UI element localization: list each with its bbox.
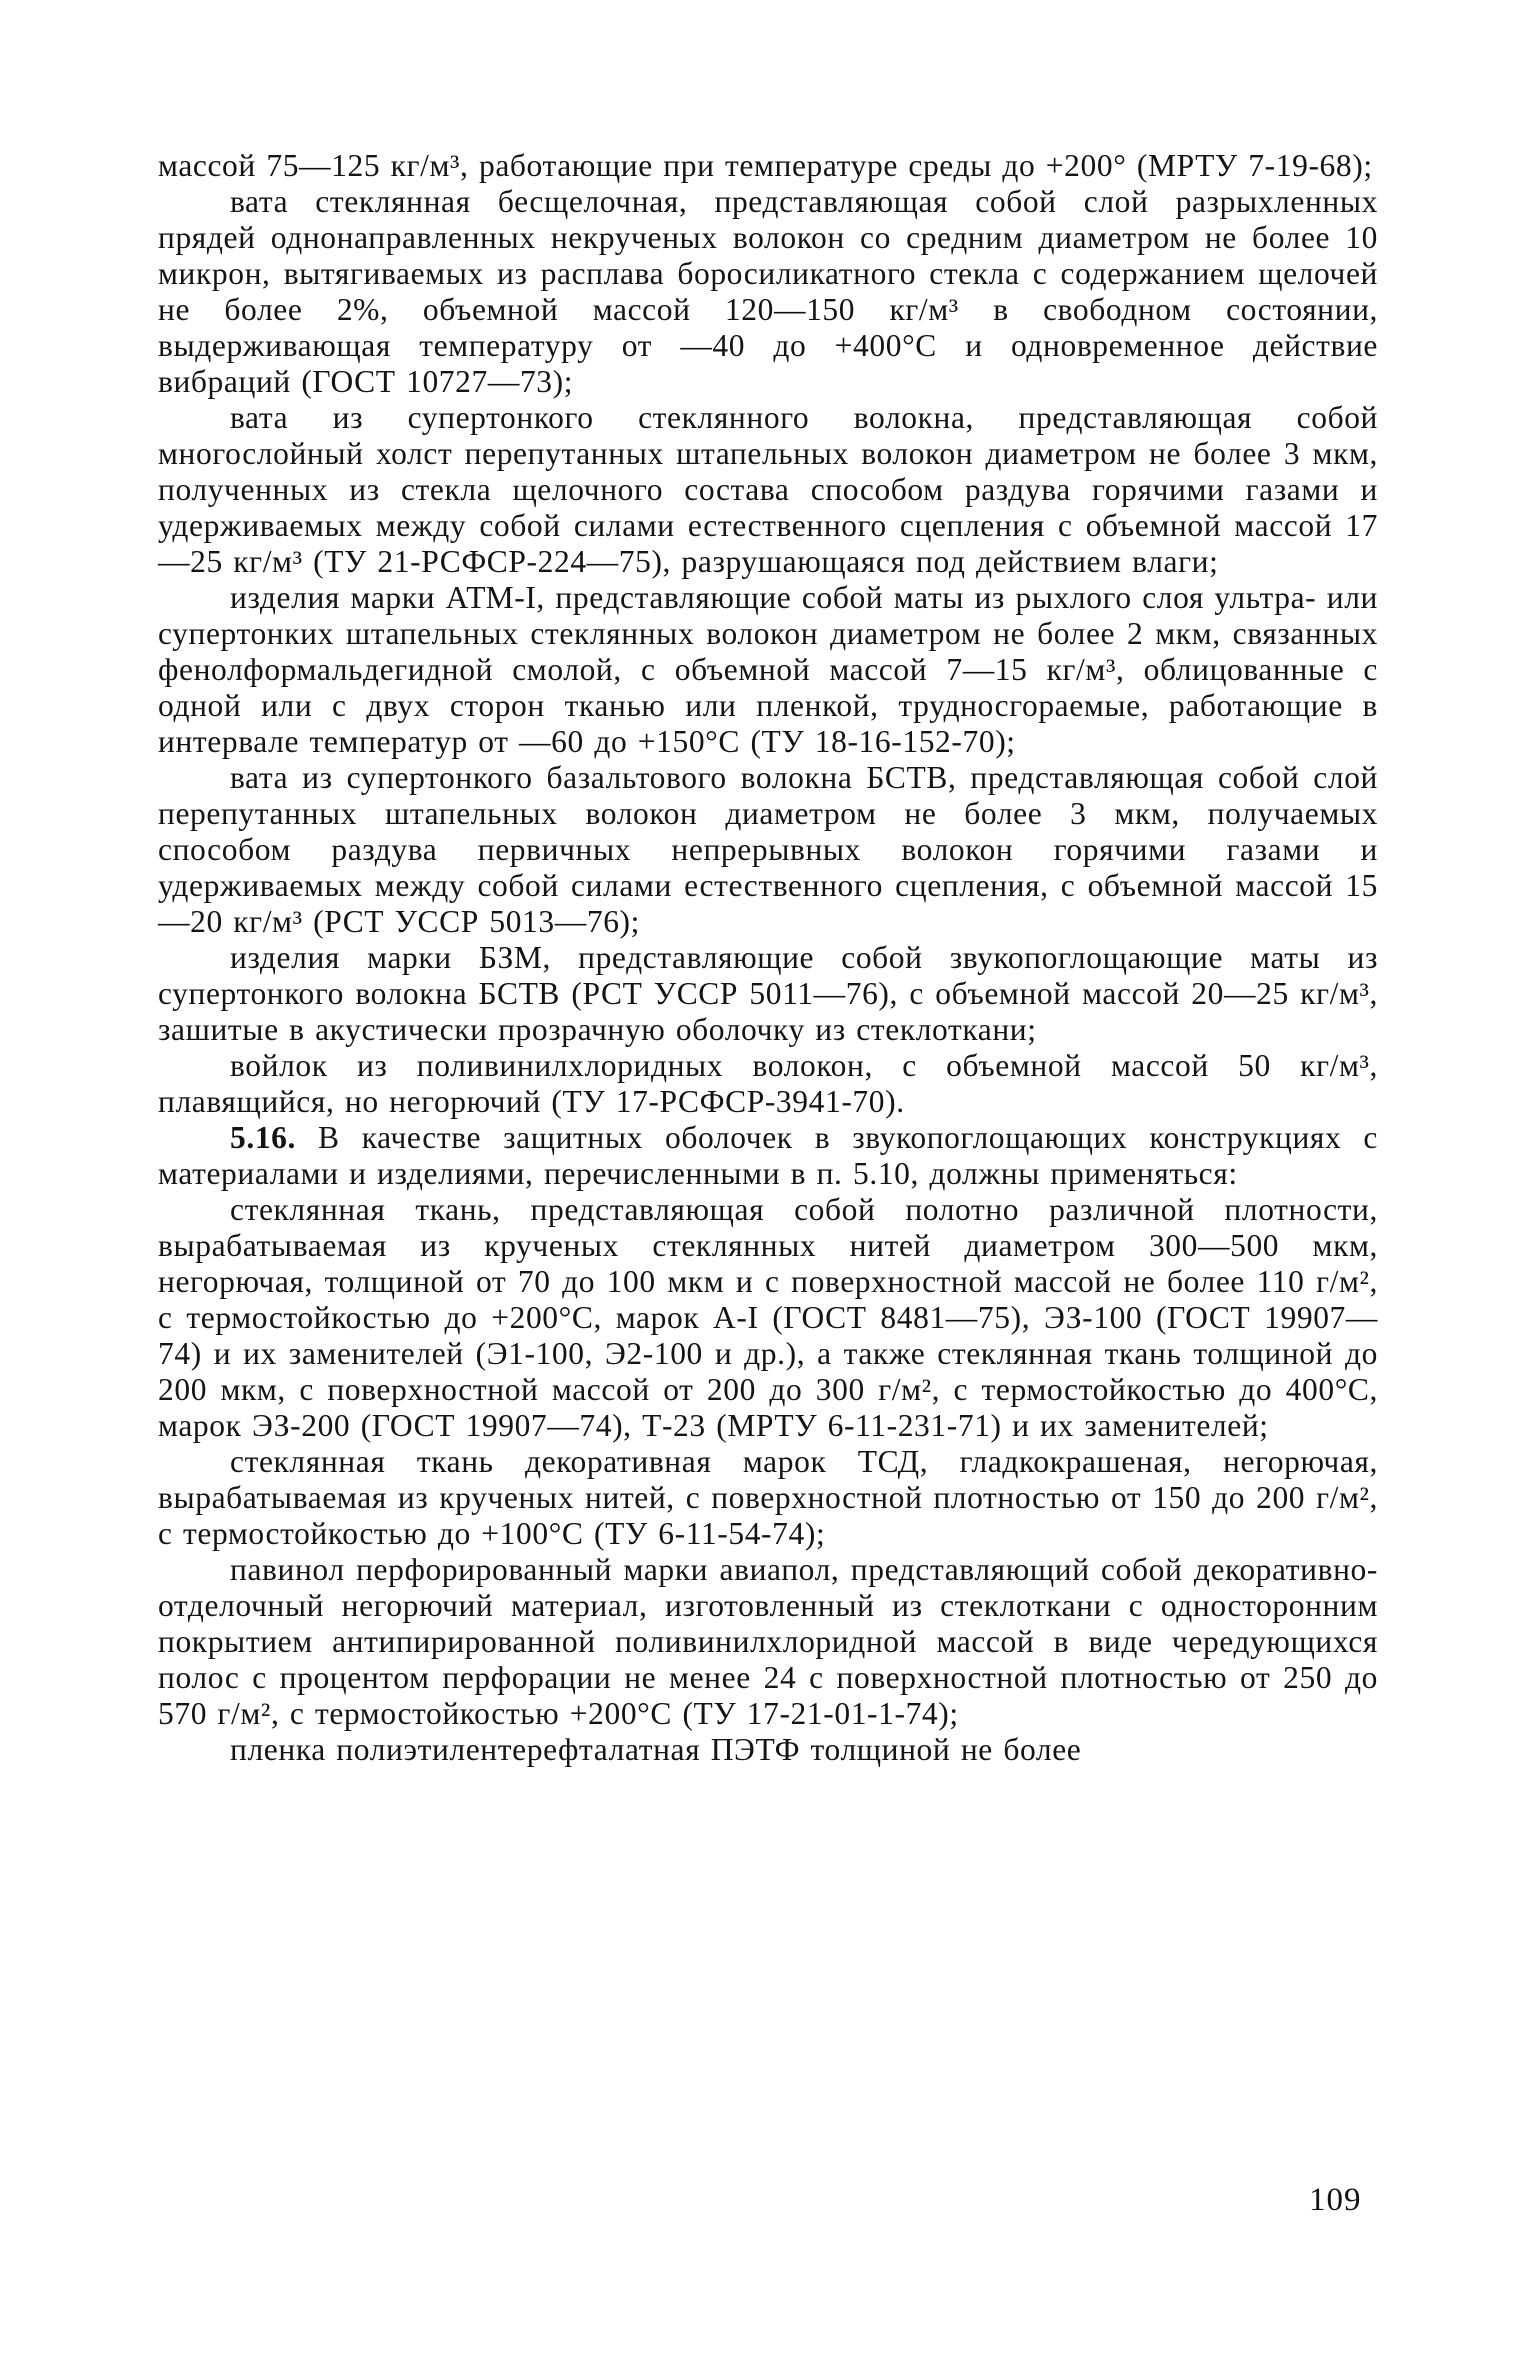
paragraph-basalt-fiber-wool: вата из супертонкого базальтового волокна БСТВ, представляющая собой слой перепутанных штапельных волокон диаметром не более 3 мкм, получаемых способом раздува первичных непрерывных волокон горячими газами и удерживаемых между собой силами естественного сцепления, с объемной массой 15—20 кг/м³ (РСТ УССР 5013—76);: [158, 760, 1378, 939]
paragraph-decorative-glass-fabric: стеклянная ткань декоративная марок ТСД, гладкокрашеная, негорючая, вырабатываемая из крученых нитей, с поверхностной плотностью от 150 до 200 г/м², с термостойкостью до +100°С (ТУ 6-11-54-74);: [158, 1444, 1378, 1551]
paragraph-glass-fabric: стеклянная ткань, представляющая собой полотно различной плотности, вырабатываемая из крученых стеклянных нитей диаметром 300—500 мкм, негорючая, толщиной от 70 до 100 мкм и с поверхностной массой не более 110 г/м², с термостойкостью до +200°С, марок А-I (ГОСТ 8481—75), ЭЗ-100 (ГОСТ 19907—74) и их заменителей (Э1-100, Э2-100 и др.), а также стеклянная ткань толщиной до 200 мкм, с поверхностной массой от 200 до 300 г/м², с термостойкостью до 400°С, марок ЭЗ-200 (ГОСТ 19907—74), Т-23 (МРТУ 6-11-231-71) и их заменителей;: [158, 1192, 1378, 1443]
paragraph-boron-free-glass-wool: вата стеклянная бесщелочная, представляющая собой слой разрыхленных прядей однонаправленных некрученых волокон со средним диаметром не более 10 микрон, вытягиваемых из расплава боросиликатного стекла с содержанием щелочей не более 2%, объемной массой 120—150 кг/м³ в свободном состоянии, выдерживающая температуру от —40 до +400°С и одновременное действие вибраций (ГОСТ 10727—73);: [158, 184, 1378, 399]
paragraph-pvc-felt: войлок из поливинилхлоридных волокон, с объемной массой 50 кг/м³, плавящийся, но негорючий (ТУ 17-РСФСР-3941-70).: [158, 1048, 1378, 1119]
page-text: [158, 148, 1378, 1768]
paragraph-superfine-glass-fiber-wool: вата из супертонкого стеклянного волокна, представляющая собой многослойный холст перепутанных штапельных волокон диаметром не более 3 мкм, полученных из стекла щелочного состава способом раздува горячими газами и удерживаемых между собой силами естественного сцепления с объемной массой 17—25 кг/м³ (ТУ 21-РСФСР-224—75), разрушающаяся под действием влаги;: [158, 400, 1378, 579]
section-number: 5.16.: [230, 1120, 296, 1155]
paragraph-bzm-products: изделия марки БЗМ, представляющие собой звукопоглощающие маты из супертонкого волокна БСТВ (РСТ УССР 5011—76), с объемной массой 20—25 кг/м³, зашитые в акустически прозрачную оболочку из стеклоткани;: [158, 940, 1378, 1047]
section-5-16-text: В качестве защитных оболочек в звукопоглощающих конструкциях с материалами и изделиями, перечисленными в п. 5.10, должны применяться:: [158, 1120, 1378, 1191]
paragraph-continuation: массой 75—125 кг/м³, работающие при температуре среды до +200° (МРТУ 7-19-68);: [158, 148, 1373, 183]
paragraph-pavinol: павинол перфорированный марки авиапол, представляющий собой декоративно-отделочный негорючий материал, изготовленный из стеклоткани с односторонним покрытием антипирированной поливинилхлоридной массой в виде чередующихся полос с процентом перфорации не менее 24 с поверхностной плотностью от 250 до 570 г/м², с термостойкостью +200°С (ТУ 17-21-01-1-74);: [158, 1552, 1378, 1731]
paragraph-section-5-16: [158, 1120, 1378, 1192]
paragraph-atm-products: изделия марки АТМ-I, представляющие собой маты из рыхлого слоя ультра- или супертонких штапельных стеклянных волокон диаметром не более 2 мкм, связанных фенолформальдегидной смолой, с объемной массой 7—15 кг/м³, облицованные с одной или с двух сторон тканью или пленкой, трудносгораемые, работающие в интервале температур от —60 до +150°С (ТУ 18-16-152-70);: [158, 580, 1378, 759]
page-number: 109: [1309, 2182, 1362, 2218]
paragraph-petf-film: пленка полиэтилентерефталатная ПЭТФ толщиной не более: [230, 1732, 1082, 1767]
